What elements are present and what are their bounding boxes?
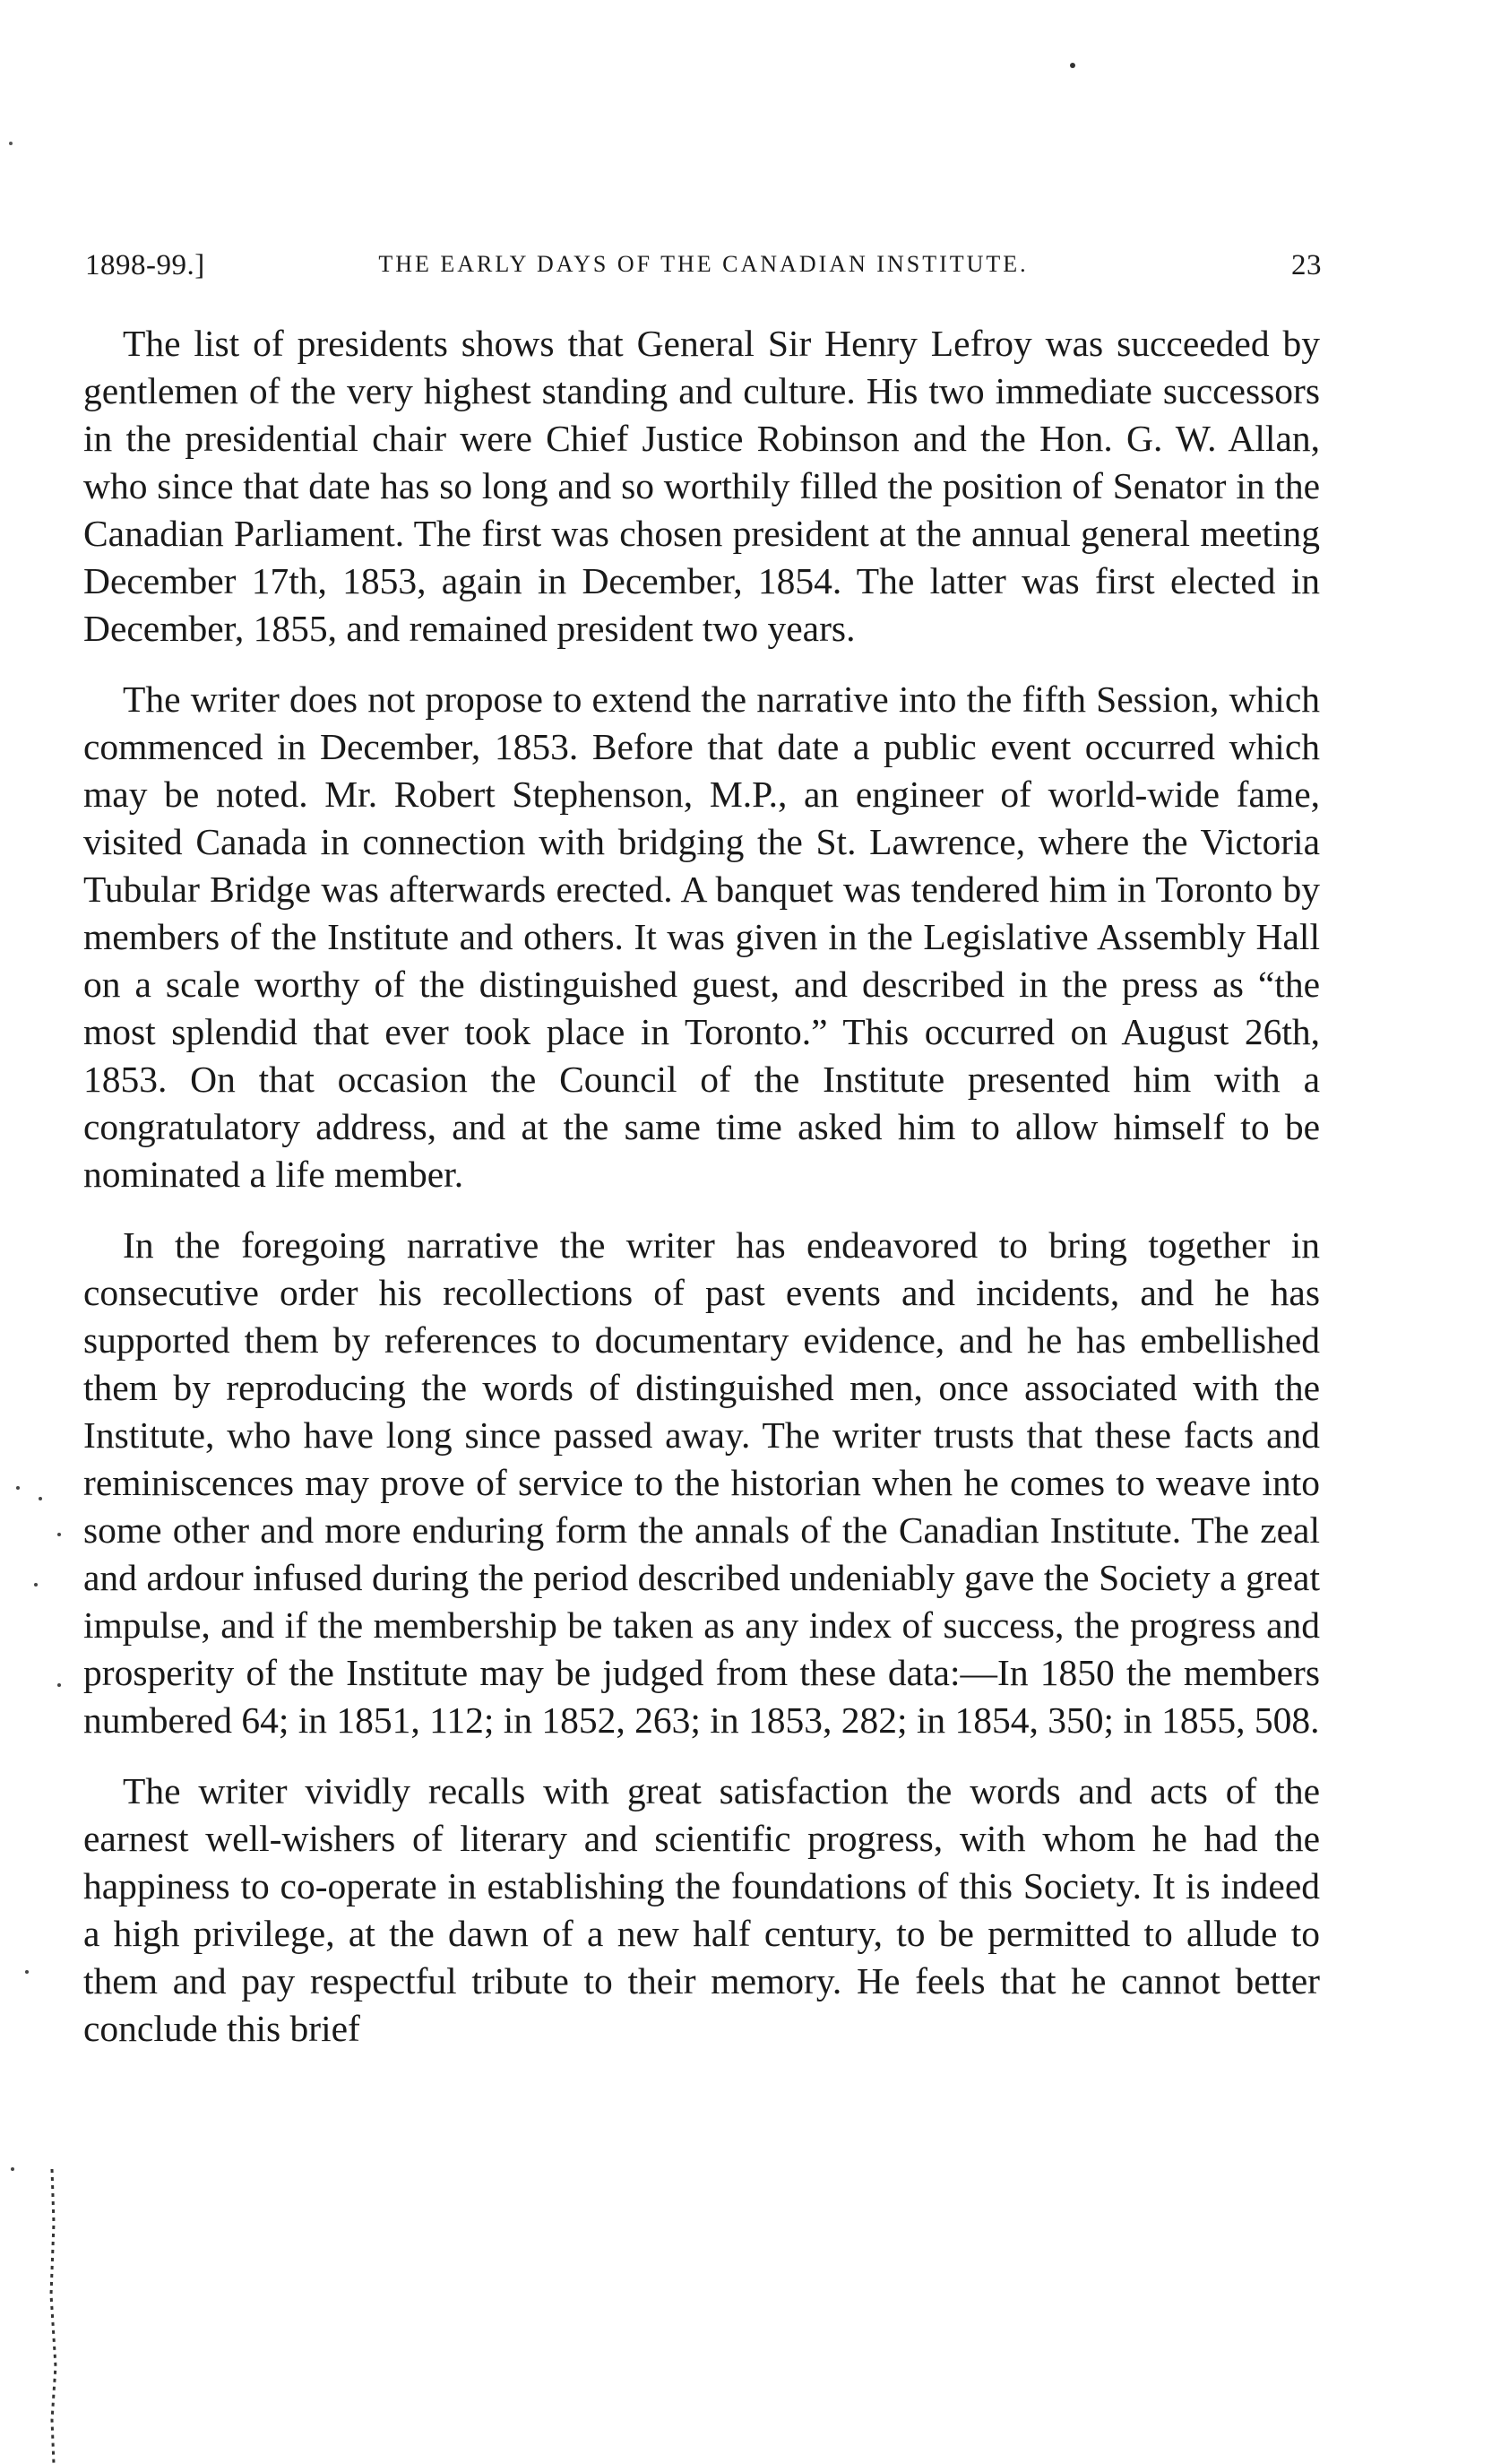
- paragraph-presidents: The list of presidents shows that General Sir Henry Lefroy was succeeded by gentlemen of the very highest standing and culture. His two immediate successors in the presidential chair were Chief Justice Robinson and the Hon. G. W. Allan, who since that date has so long and so worthily filled the position of Senator in the Canadian Parliament. The first was chosen president at the annual general meeting December 17th, 1853, again in December, 1854. The latter was first elected in December, 1855, and remained president two years.: [83, 323, 1320, 649]
- body-text: [83, 320, 1320, 2053]
- running-head-date: 1898-99.]: [85, 249, 205, 281]
- paragraph-stephenson-banquet: The writer does not propose to extend the narrative into the fifth Session, which commenced in December, 1853. Before that date a public event occurred which may be noted. Mr. Robert Stephenson, M.P., an engineer of world-wide fame, visited Canada in connection with bridging the St. Lawrence, where the Victoria Tubular Bridge was afterwards erected. A banquet was tendered him in Toronto by members of the Institute and others. It was given in the Legislative Assembly Hall on a scale worthy of the distinguished guest, and described in the press as “the most splendid that ever took place in Toronto.” This occurred on August 26th, 1853. On that occasion the Council of the Institute presented him with a congratulatory address, and at the same time asked him to allow himself to be nominated a life member.: [83, 679, 1320, 1195]
- page-number: 23: [1291, 249, 1322, 281]
- paragraph-recollections: In the foregoing narrative the writer has endeavored to bring together in consecutive order his recollections of past events and incidents, and he has supported them by references to documentary evidence, and he has embellished them by reproducing the words of distinguished men, once associated with the Institute, who have long since passed away. The writer trusts that these facts and reminiscences may prove of service to the historian when he comes to weave into some other and more enduring form the annals of the Canadian Institute. The zeal and ardour infused during the period described undeniably gave the Society a great impulse, and if the membership be taken as any index of success, the progress and prosperity of the Institute may be judged from these data:—In 1850 the members numbered 64; in 1851, 112; in 1852, 263; in 1853, 282; in 1854, 350; in 1855, 508.: [83, 1224, 1320, 1741]
- paragraph-conclusion: The writer vividly recalls with great satisfaction the words and acts of the earnest well-wishers of literary and scientific progress, with whom he had the happiness to co-operate in establishing the foundations of this Society. It is indeed a high privilege, at the dawn of a new half century, to be permitted to allude to them and pay respectful tribute to their memory. He feels that he cannot better conclude this brief: [83, 1770, 1320, 2049]
- running-head: [85, 249, 1322, 285]
- running-head-title: THE EARLY DAYS OF THE CANADIAN INSTITUTE.: [378, 251, 1029, 277]
